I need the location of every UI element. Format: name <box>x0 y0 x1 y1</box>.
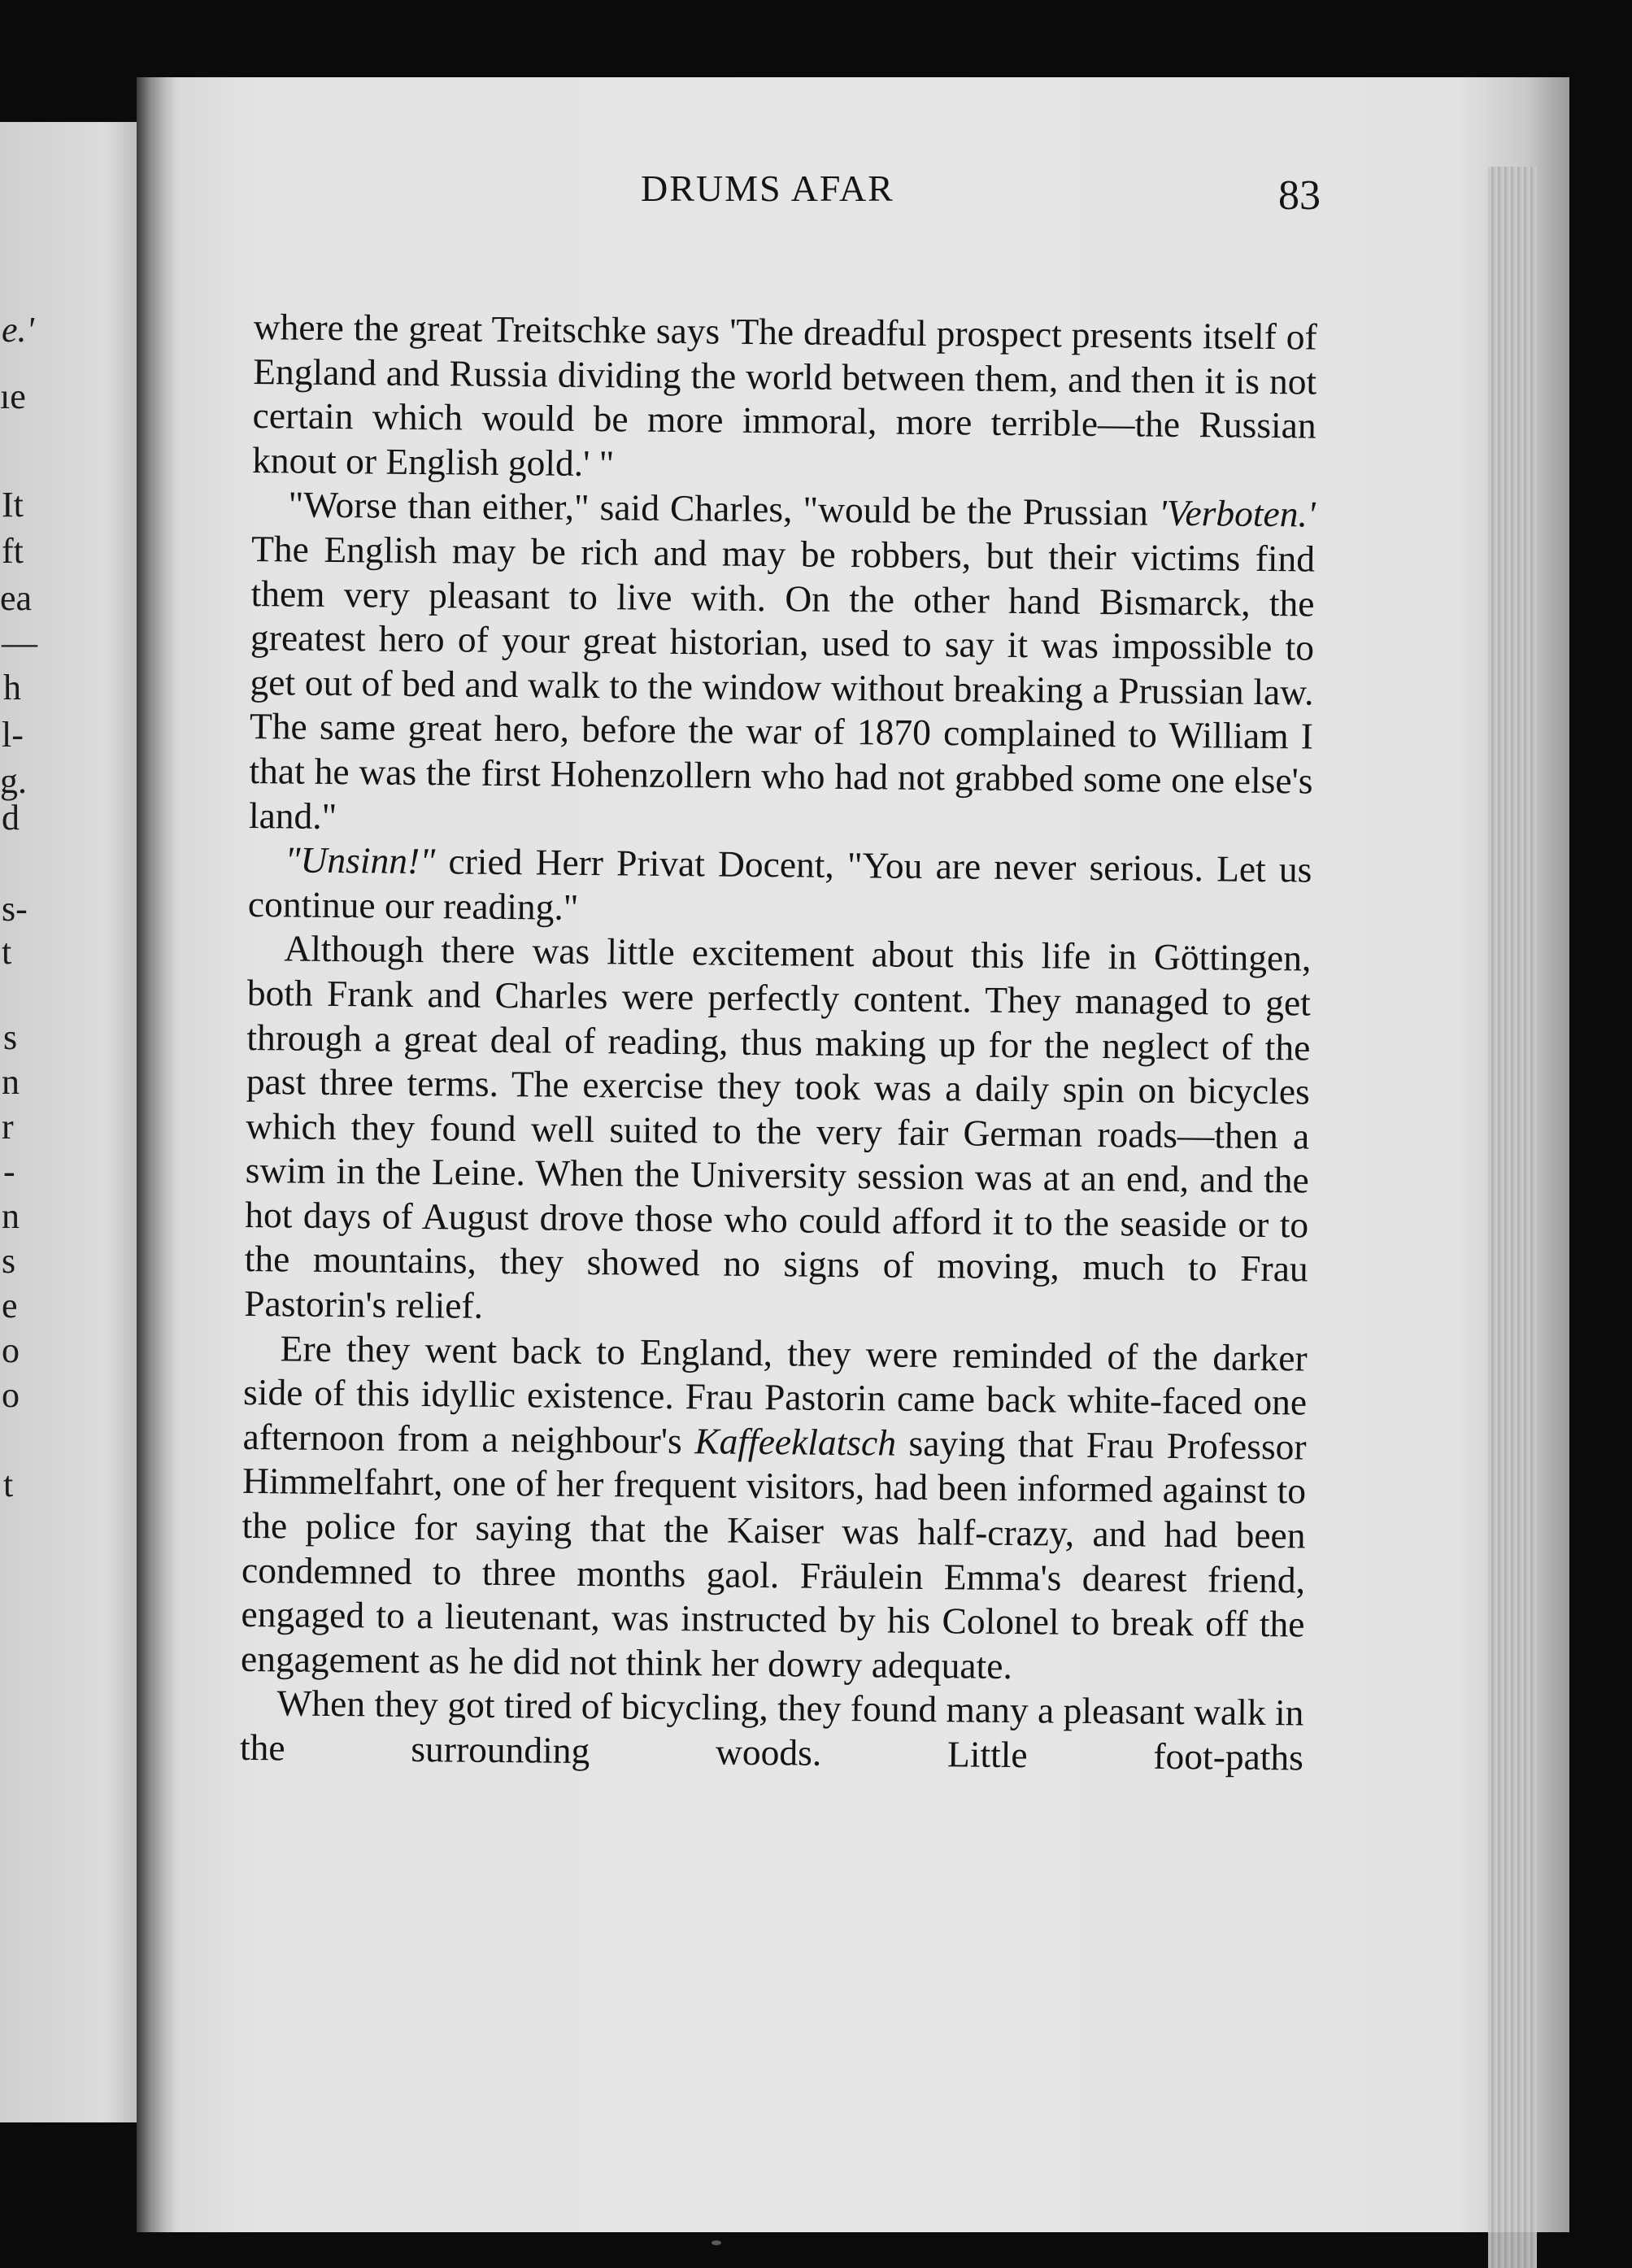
facing-fragment: e.' <box>2 310 34 350</box>
facing-fragment: t <box>3 1465 14 1504</box>
paragraph-text: "Worse than either," said Charles, "would be the Prussian <box>288 483 1160 534</box>
running-head: DRUMS AFAR <box>641 168 894 209</box>
facing-fragment: o <box>2 1375 20 1415</box>
paragraph-text: The English may be rich and may be robbers, but their victims find them very pleasant to live with. On the other hand Bismarck, the greatest hero of your great historian, used to say it was impossible to get out of bed and walk to the window without breaking a Prussian law. The same great hero, before the war of 1870 complained to William I that he was the first Hohenzollern who had not grabbed some one else's land." <box>248 527 1316 837</box>
facing-fragment: o <box>2 1330 20 1370</box>
paragraph-text: saying that Frau Professor Himmelfahrt, one of her frequent visitors, had been informed against to the police for saying that the Kaiser was half-crazy, and had been condemned to three months gaol. Fräulein Emma's dearest friend, engaged to a lieutenant, was instructed by his Colonel to break off the engagement as he did not think her dowry adequate. <box>240 1421 1307 1687</box>
facing-fragment: h <box>3 668 21 707</box>
facing-fragment: — <box>2 623 37 663</box>
facing-fragment: s <box>2 1241 16 1281</box>
paragraph-text: When they got tired of bicycling, they found many a pleasant walk in the surrounding woods. Little foot-paths <box>239 1682 1304 1778</box>
facing-fragment: e <box>2 1286 18 1326</box>
paragraph <box>248 838 1312 937</box>
paragraph <box>241 1326 1308 1691</box>
paragraph-text: Ere they went back to England, they were reminded of the darker side of this idyllic existence. Frau Pastorin came back white-faced one afternoon from a neighbour's <box>242 1327 1308 1462</box>
book-gutter <box>137 77 177 2232</box>
facing-fragment: ıe <box>0 377 26 416</box>
italic-phrase: 'Verboten.' <box>1158 492 1316 535</box>
facing-fragment: d <box>2 798 20 838</box>
facing-fragment: n <box>2 1062 20 1102</box>
paragraph-text: cried Herr Privat Docent, "You are never serious. Let us continue our reading." <box>247 840 1312 928</box>
page-edge-shading <box>1488 167 1537 2268</box>
facing-fragment: r <box>2 1107 14 1147</box>
facing-fragment: s <box>3 1017 18 1057</box>
facing-fragment: It <box>2 485 24 525</box>
italic-phrase: "Unsinn!" <box>285 838 436 882</box>
paragraph <box>252 305 1317 493</box>
facing-fragment: l- <box>2 715 24 755</box>
facing-fragment: s- <box>2 889 28 929</box>
facing-fragment: n <box>2 1196 20 1236</box>
facing-fragment: ea <box>0 578 33 618</box>
paragraph-text: where the great Treitschke says 'The dreadful prospect presents itself of England and Russia dividing the world between them, and then it is not certain which would be more immoral, more terrible—the Russian knout or English gold.' " <box>251 305 1317 485</box>
paragraph-text: Although there was little excitement about this life in Göttingen, both Frank and Charles were perfectly content. They managed to get through a great deal of reading, thus making up for the neglect of the past three terms. The exercise they took was a daily spin on bicycles which they found well suited to the very fair German roads—then a swim in the Leine. When the University session was at an end, and the hot days of August drove those who could afford it to the seaside or to the mountains, they showed no signs of moving, much to Frau Pastorin's relief. <box>243 927 1312 1326</box>
page-header <box>0 167 1632 232</box>
paragraph <box>249 482 1316 847</box>
facing-page-edge <box>0 122 150 2122</box>
body-text <box>240 305 1317 1780</box>
facing-fragment: ft <box>2 531 24 571</box>
paragraph <box>244 926 1312 1336</box>
facing-fragment: t <box>2 932 12 972</box>
facing-fragment: g. <box>0 761 27 801</box>
italic-phrase: Kaffeeklatsch <box>694 1420 897 1464</box>
page-number: 83 <box>1278 172 1321 219</box>
facing-fragment: - <box>3 1151 15 1191</box>
scan-dust-speck <box>712 2240 721 2245</box>
paragraph <box>240 1681 1304 1780</box>
